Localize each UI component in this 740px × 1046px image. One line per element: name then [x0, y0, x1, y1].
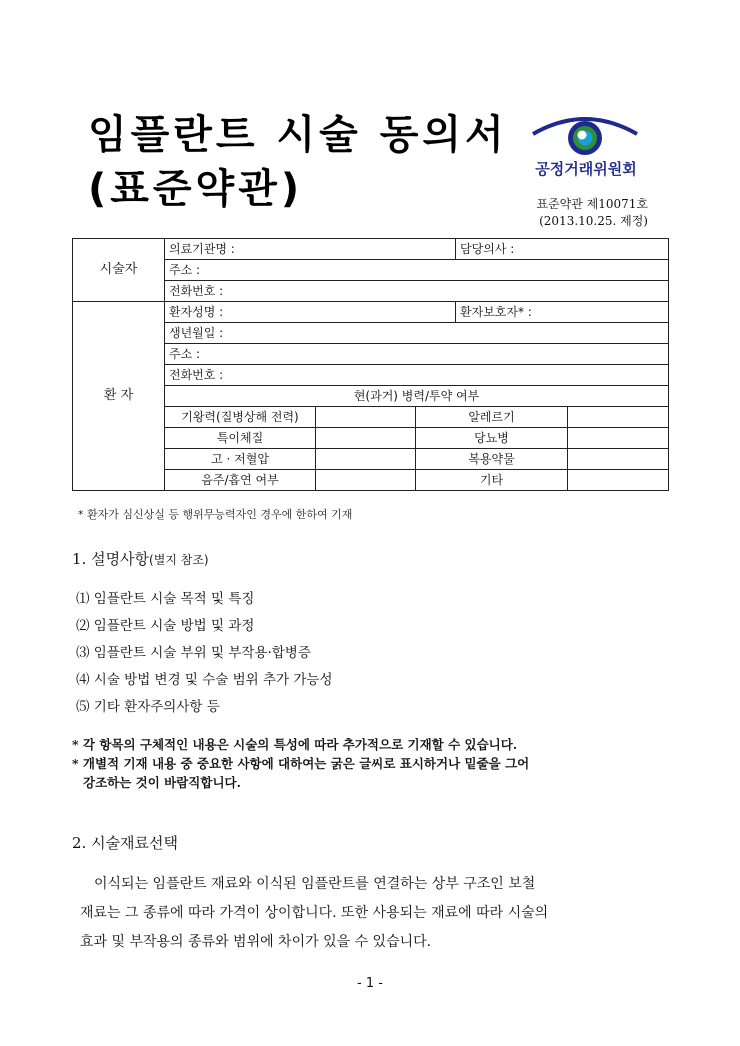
- explanation-list: [76, 586, 333, 721]
- history-label: 기타: [416, 470, 568, 491]
- birth-field[interactable]: 생년월일 :: [165, 323, 669, 344]
- doctor-field[interactable]: 담당의사 :: [456, 239, 669, 260]
- list-item: ⑵ 임플란트 시술 방법 및 과정: [76, 618, 255, 634]
- history-label: 알레르기: [416, 407, 568, 428]
- history-label: 음주/흡연 여부: [165, 470, 316, 491]
- surgeon-address-field[interactable]: 주소 :: [165, 260, 669, 281]
- consent-form-table: [72, 238, 669, 491]
- list-item: ⑸ 기타 환자주의사항 등: [76, 699, 220, 715]
- paragraph-line: 재료는 그 종류에 따라 가격이 상이합니다. 또한 사용되는 재료에 따라 시술의: [80, 905, 549, 921]
- document-title: [88, 108, 508, 216]
- history-value[interactable]: [568, 449, 669, 470]
- history-value[interactable]: [316, 407, 416, 428]
- bold-notes: [72, 735, 672, 792]
- history-value[interactable]: [568, 407, 669, 428]
- surgeon-row-1: [73, 239, 669, 260]
- history-label: 기왕력(질병상해 전력): [165, 407, 316, 428]
- title-line-1: 임플란트 시술 동의서: [88, 112, 508, 158]
- list-item: ⑴ 임플란트 시술 목적 및 특징: [76, 591, 255, 607]
- bold-note-2-line-1: * 개별적 기재 내용 중 중요한 사항에 대하여는 굵은 글씨로 표시하거나 밑줄을 그어: [72, 756, 530, 771]
- doc-no: 표준약관 제10071호: [536, 197, 648, 211]
- section-1-heading: [72, 548, 209, 569]
- document-number: [536, 196, 648, 230]
- list-item: ⑷ 시술 방법 변경 및 수술 범위 추가 가능성: [76, 672, 333, 688]
- page-number: - 1 -: [357, 976, 383, 991]
- patient-address-field[interactable]: 주소 :: [165, 344, 669, 365]
- patient-name-field[interactable]: 환자성명 :: [165, 302, 456, 323]
- paragraph-line: 이식되는 임플란트 재료와 이식된 임플란트를 연결하는 상부 구조인 보철: [94, 876, 536, 892]
- history-value[interactable]: [568, 470, 669, 491]
- history-value[interactable]: [568, 428, 669, 449]
- surgeon-section-label: 시술자: [73, 239, 165, 302]
- bold-note-2-line-2: 강조하는 것이 바람직합니다.: [83, 775, 241, 790]
- guardian-note: * 환자가 심신상실 등 행위무능력자인 경우에 한하여 기재: [78, 508, 353, 521]
- history-value[interactable]: [316, 428, 416, 449]
- history-label: 당뇨병: [416, 428, 568, 449]
- history-label: 복용약물: [416, 449, 568, 470]
- patient-phone-field[interactable]: 전화번호 :: [165, 365, 669, 386]
- history-label: 고 · 저혈압: [165, 449, 316, 470]
- history-value[interactable]: [316, 470, 416, 491]
- history-value[interactable]: [316, 449, 416, 470]
- bold-note-1: * 각 항목의 구체적인 내용은 시술의 특성에 따라 추가적으로 기재할 수 있습니다.: [72, 737, 518, 752]
- surgeon-phone-field[interactable]: 전화번호 :: [165, 281, 669, 302]
- guardian-field[interactable]: 환자보호자* :: [456, 302, 669, 323]
- paragraph-line: 효과 및 부작용의 종류와 범위에 차이가 있을 수 있습니다.: [80, 934, 432, 950]
- doc-date: (2013.10.25. 제정): [539, 214, 648, 228]
- list-item: ⑶ 임플란트 시술 부위 및 부작용·합병증: [76, 645, 311, 661]
- history-label: 특이체질: [165, 428, 316, 449]
- section-1-suffix: (별지 참조): [149, 553, 209, 567]
- logo-text: 공정거래위원회: [535, 160, 637, 178]
- section-1-title: 1. 설명사항: [72, 550, 150, 568]
- title-line-2: (표준약관): [88, 166, 304, 212]
- history-header: 현(과거) 병력/투약 여부: [165, 386, 669, 407]
- institution-field[interactable]: 의료기관명 :: [165, 239, 456, 260]
- patient-row-1: [73, 302, 669, 323]
- patient-section-label: 환 자: [73, 302, 165, 491]
- section-2-paragraph: [72, 870, 672, 957]
- section-2-title: 2. 시술재료선택: [72, 834, 179, 852]
